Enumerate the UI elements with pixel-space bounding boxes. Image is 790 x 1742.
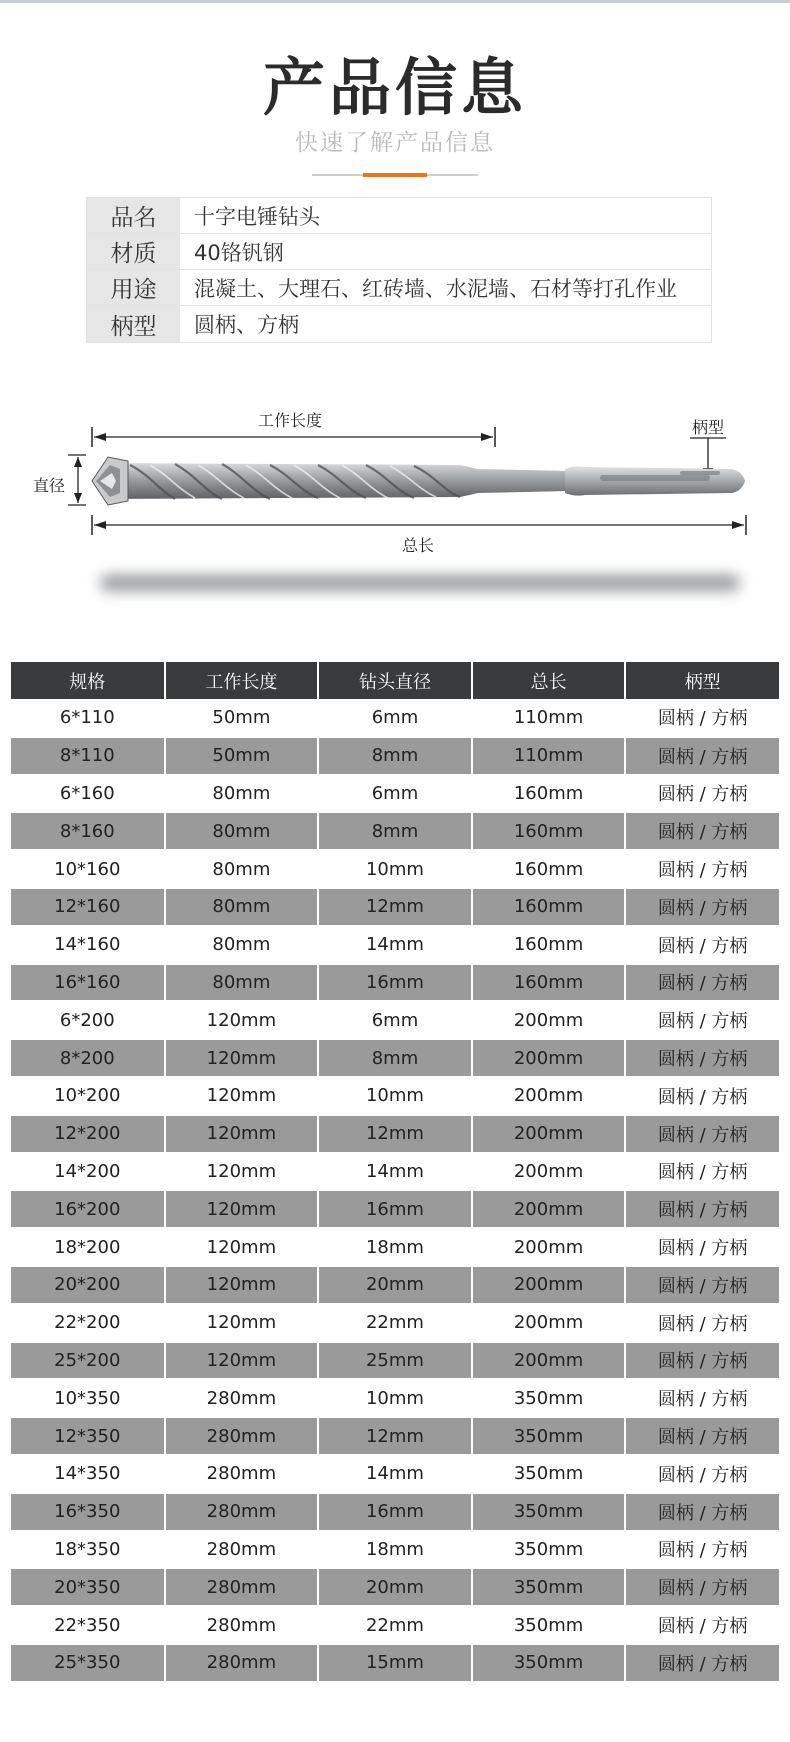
table-cell: 12*160: [11, 888, 165, 926]
table-row: [11, 1190, 779, 1228]
table-cell: 280mm: [165, 1493, 319, 1531]
table-cell: 14*200: [11, 1153, 165, 1191]
table-cell: 圆柄 / 方柄: [625, 775, 779, 813]
table-cell: 6mm: [318, 699, 472, 737]
table-cell: 160mm: [472, 926, 626, 964]
table-cell: 20mm: [318, 1568, 472, 1606]
table-cell: 22*200: [11, 1304, 165, 1342]
shank-label: 柄型: [692, 418, 725, 437]
table-cell: 8mm: [318, 737, 472, 775]
table-cell: 20*200: [11, 1266, 165, 1304]
info-row-material: [87, 234, 711, 270]
table-cell: 圆柄 / 方柄: [625, 1115, 779, 1153]
table-cell: 8*110: [11, 737, 165, 775]
spec-table-header: [11, 662, 779, 699]
table-cell: 110mm: [472, 737, 626, 775]
info-row-shank: [87, 306, 711, 342]
table-cell: 280mm: [165, 1417, 319, 1455]
title-divider-accent: [363, 173, 427, 177]
table-cell: 22mm: [318, 1304, 472, 1342]
table-cell: 22mm: [318, 1606, 472, 1644]
table-cell: 14mm: [318, 1153, 472, 1191]
table-row: [11, 1531, 779, 1569]
spec-table: [11, 662, 779, 1683]
table-cell: 圆柄 / 方柄: [625, 1568, 779, 1606]
table-cell: 10mm: [318, 1077, 472, 1115]
table-cell: 15mm: [318, 1644, 472, 1682]
table-row: [11, 1417, 779, 1455]
table-cell: 20mm: [318, 1266, 472, 1304]
table-row: [11, 1039, 779, 1077]
table-row: [11, 1153, 779, 1191]
table-cell: 22*350: [11, 1606, 165, 1644]
table-cell: 圆柄 / 方柄: [625, 1606, 779, 1644]
info-value: 40铬钒钢: [194, 240, 284, 265]
table-cell: 200mm: [472, 1115, 626, 1153]
page-subtitle: 快速了解产品信息: [295, 130, 495, 156]
table-cell: 圆柄 / 方柄: [625, 1153, 779, 1191]
table-cell: 圆柄 / 方柄: [625, 1077, 779, 1115]
table-cell: 80mm: [165, 775, 319, 813]
table-cell: 280mm: [165, 1606, 319, 1644]
table-cell: 圆柄 / 方柄: [625, 1379, 779, 1417]
table-cell: 14*350: [11, 1455, 165, 1493]
table-cell: 80mm: [165, 850, 319, 888]
table-cell: 10mm: [318, 850, 472, 888]
table-cell: 120mm: [165, 1115, 319, 1153]
table-cell: 10*200: [11, 1077, 165, 1115]
table-cell: 圆柄 / 方柄: [625, 1455, 779, 1493]
table-cell: 圆柄 / 方柄: [625, 699, 779, 737]
header-spec: 规格: [11, 662, 165, 699]
table-cell: 80mm: [165, 812, 319, 850]
table-cell: 8*200: [11, 1039, 165, 1077]
table-cell: 200mm: [472, 1342, 626, 1380]
page-title: 产品信息: [262, 51, 527, 124]
table-cell: 160mm: [472, 850, 626, 888]
table-cell: 160mm: [472, 888, 626, 926]
table-row: [11, 812, 779, 850]
table-cell: 6mm: [318, 775, 472, 813]
table-cell: 200mm: [472, 1039, 626, 1077]
header-working-length: 工作长度: [165, 662, 319, 699]
table-cell: 350mm: [472, 1493, 626, 1531]
table-cell: 120mm: [165, 1304, 319, 1342]
table-cell: 圆柄 / 方柄: [625, 1190, 779, 1228]
table-cell: 8mm: [318, 812, 472, 850]
table-cell: 350mm: [472, 1417, 626, 1455]
table-cell: 120mm: [165, 1077, 319, 1115]
table-cell: 350mm: [472, 1455, 626, 1493]
table-cell: 200mm: [472, 1001, 626, 1039]
header-total-length: 总长: [472, 662, 626, 699]
table-row: [11, 1379, 779, 1417]
info-value: 圆柄、方柄: [194, 313, 299, 337]
table-cell: 12mm: [318, 1417, 472, 1455]
table-row: [11, 1001, 779, 1039]
table-row: [11, 1455, 779, 1493]
table-cell: 120mm: [165, 1153, 319, 1191]
table-cell: 25mm: [318, 1342, 472, 1380]
table-row: [11, 1228, 779, 1266]
info-row-name: [87, 198, 711, 234]
info-label: 柄型: [87, 306, 180, 342]
table-cell: 圆柄 / 方柄: [625, 1266, 779, 1304]
table-cell: 110mm: [472, 699, 626, 737]
table-cell: 50mm: [165, 737, 319, 775]
table-row: [11, 699, 779, 737]
table-cell: 350mm: [472, 1644, 626, 1682]
table-cell: 200mm: [472, 1228, 626, 1266]
table-cell: 12*200: [11, 1115, 165, 1153]
info-value: 十字电锤钻头: [194, 204, 320, 229]
table-cell: 圆柄 / 方柄: [625, 926, 779, 964]
table-row: [11, 775, 779, 813]
table-cell: 20*350: [11, 1568, 165, 1606]
table-row: [11, 1644, 779, 1682]
table-cell: 120mm: [165, 1342, 319, 1380]
table-cell: 圆柄 / 方柄: [625, 1644, 779, 1682]
table-cell: 圆柄 / 方柄: [625, 888, 779, 926]
table-cell: 80mm: [165, 888, 319, 926]
drill-bit-illustration: [0, 395, 790, 615]
table-cell: 280mm: [165, 1531, 319, 1569]
product-info-table: [86, 197, 712, 343]
info-value: 混凝土、大理石、红砖墙、水泥墙、石材等打孔作业: [194, 276, 677, 301]
table-cell: 16*200: [11, 1190, 165, 1228]
spec-table-body: [11, 699, 779, 1682]
table-cell: 16*350: [11, 1493, 165, 1531]
table-cell: 10*160: [11, 850, 165, 888]
info-label: 材质: [87, 234, 180, 269]
table-cell: 200mm: [472, 1153, 626, 1191]
table-cell: 25*200: [11, 1342, 165, 1380]
info-label: 品名: [87, 198, 180, 233]
table-cell: 圆柄 / 方柄: [625, 1417, 779, 1455]
table-cell: 280mm: [165, 1568, 319, 1606]
info-row-usage: [87, 270, 711, 306]
table-row: [11, 1304, 779, 1342]
table-cell: 圆柄 / 方柄: [625, 964, 779, 1002]
table-row: [11, 737, 779, 775]
table-cell: 120mm: [165, 1266, 319, 1304]
info-label: 用途: [87, 270, 180, 305]
table-cell: 350mm: [472, 1568, 626, 1606]
table-cell: 350mm: [472, 1531, 626, 1569]
table-cell: 14mm: [318, 1455, 472, 1493]
table-cell: 圆柄 / 方柄: [625, 737, 779, 775]
table-cell: 16mm: [318, 1493, 472, 1531]
table-cell: 10mm: [318, 1379, 472, 1417]
table-cell: 16mm: [318, 1190, 472, 1228]
table-cell: 圆柄 / 方柄: [625, 1039, 779, 1077]
table-row: [11, 1115, 779, 1153]
table-row: [11, 1266, 779, 1304]
table-cell: 圆柄 / 方柄: [625, 812, 779, 850]
table-cell: 120mm: [165, 1001, 319, 1039]
table-row: [11, 1568, 779, 1606]
header-diameter: 钻头直径: [318, 662, 472, 699]
table-cell: 18*350: [11, 1531, 165, 1569]
top-rule: [0, 0, 790, 3]
total-length-label: 总长: [402, 536, 435, 555]
table-row: [11, 1342, 779, 1380]
table-cell: 18mm: [318, 1228, 472, 1266]
table-cell: 8mm: [318, 1039, 472, 1077]
table-cell: 350mm: [472, 1606, 626, 1644]
drill-bit-diagram: [0, 395, 790, 615]
diameter-label: 直径: [33, 476, 66, 495]
table-cell: 80mm: [165, 964, 319, 1002]
table-cell: 12mm: [318, 888, 472, 926]
table-cell: 120mm: [165, 1228, 319, 1266]
table-cell: 350mm: [472, 1379, 626, 1417]
table-row: [11, 964, 779, 1002]
table-row: [11, 1606, 779, 1644]
table-cell: 18mm: [318, 1531, 472, 1569]
table-cell: 14mm: [318, 926, 472, 964]
table-cell: 18*200: [11, 1228, 165, 1266]
table-cell: 120mm: [165, 1039, 319, 1077]
table-cell: 280mm: [165, 1455, 319, 1493]
table-cell: 25*350: [11, 1644, 165, 1682]
table-cell: 280mm: [165, 1379, 319, 1417]
table-cell: 16mm: [318, 964, 472, 1002]
table-cell: 160mm: [472, 964, 626, 1002]
table-cell: 圆柄 / 方柄: [625, 850, 779, 888]
working-length-label: 工作长度: [258, 411, 323, 430]
table-cell: 200mm: [472, 1190, 626, 1228]
table-row: [11, 888, 779, 926]
table-cell: 圆柄 / 方柄: [625, 1342, 779, 1380]
table-cell: 200mm: [472, 1304, 626, 1342]
table-cell: 14*160: [11, 926, 165, 964]
table-row: [11, 1077, 779, 1115]
table-cell: 50mm: [165, 699, 319, 737]
table-cell: 6*160: [11, 775, 165, 813]
table-cell: 圆柄 / 方柄: [625, 1531, 779, 1569]
table-cell: 10*350: [11, 1379, 165, 1417]
table-cell: 160mm: [472, 775, 626, 813]
table-row: [11, 1493, 779, 1531]
table-cell: 圆柄 / 方柄: [625, 1304, 779, 1342]
table-cell: 12mm: [318, 1115, 472, 1153]
table-cell: 6*110: [11, 699, 165, 737]
table-cell: 200mm: [472, 1077, 626, 1115]
table-cell: 200mm: [472, 1266, 626, 1304]
table-cell: 280mm: [165, 1644, 319, 1682]
table-cell: 圆柄 / 方柄: [625, 1228, 779, 1266]
table-cell: 圆柄 / 方柄: [625, 1493, 779, 1531]
table-cell: 80mm: [165, 926, 319, 964]
table-row: [11, 850, 779, 888]
table-cell: 120mm: [165, 1190, 319, 1228]
table-cell: 6mm: [318, 1001, 472, 1039]
table-row: [11, 926, 779, 964]
table-cell: 160mm: [472, 812, 626, 850]
table-cell: 16*160: [11, 964, 165, 1002]
table-cell: 6*200: [11, 1001, 165, 1039]
header-shank: 柄型: [625, 662, 779, 699]
table-cell: 12*350: [11, 1417, 165, 1455]
table-cell: 圆柄 / 方柄: [625, 1001, 779, 1039]
table-cell: 8*160: [11, 812, 165, 850]
